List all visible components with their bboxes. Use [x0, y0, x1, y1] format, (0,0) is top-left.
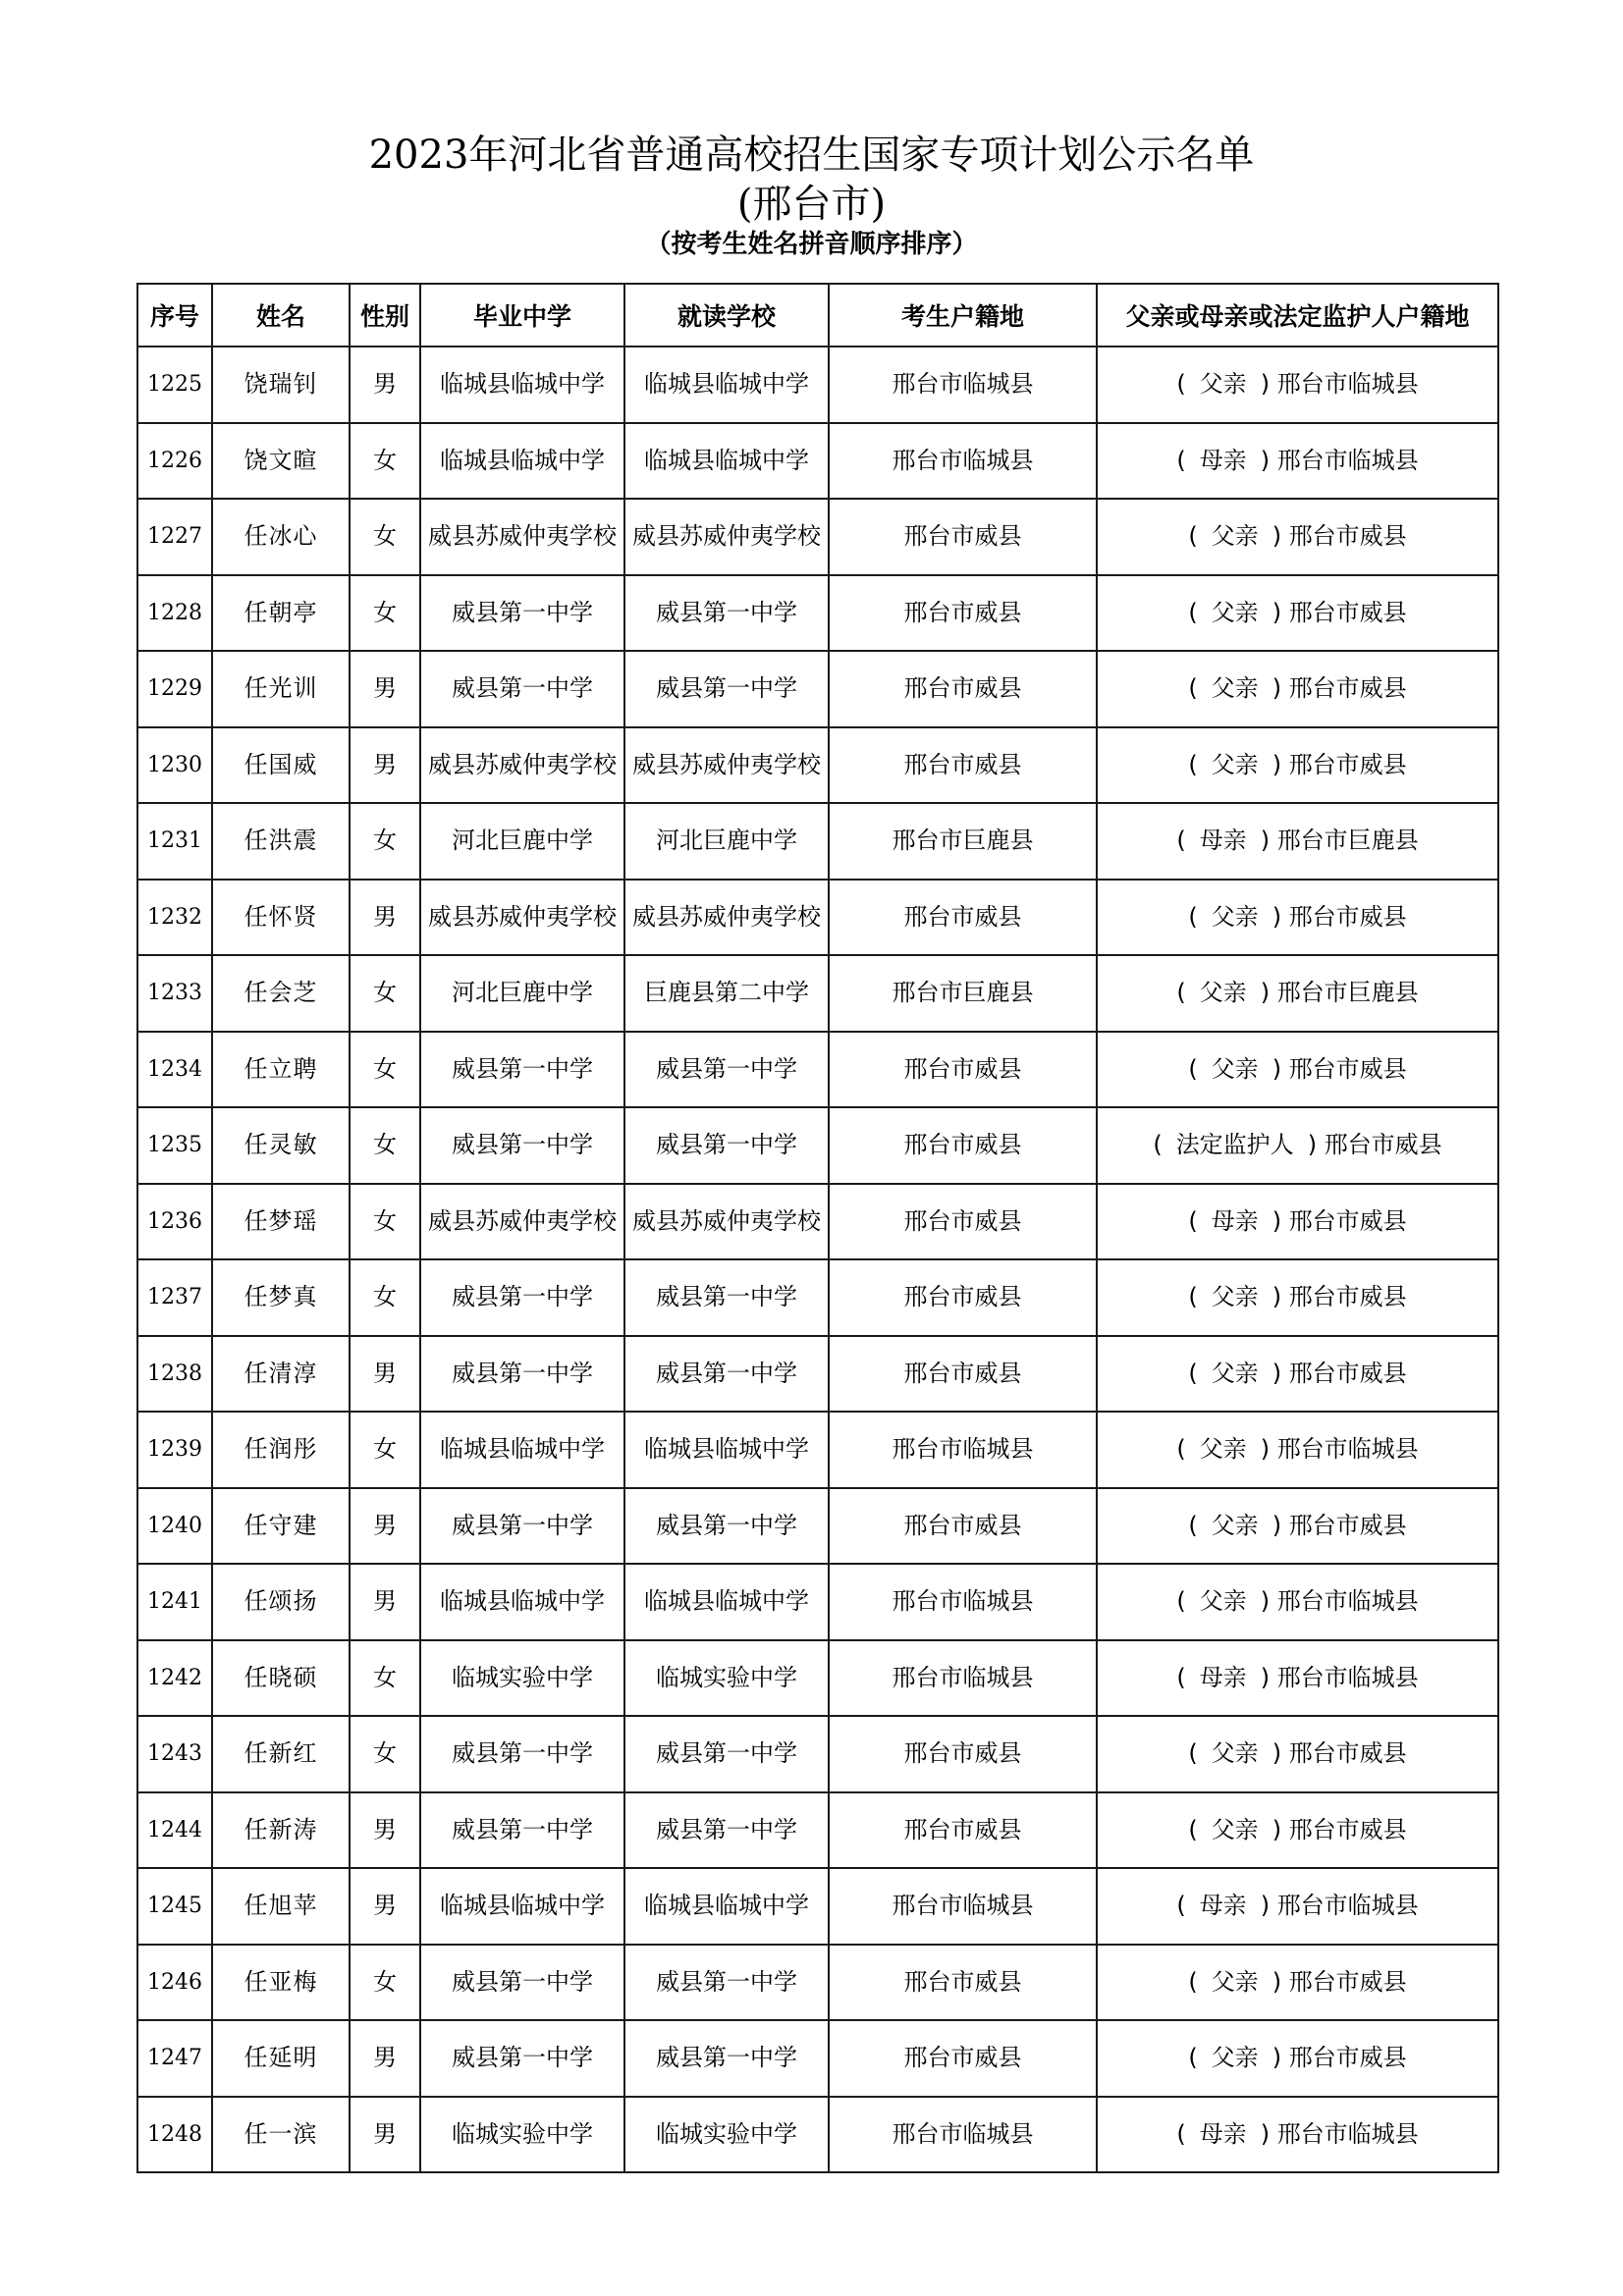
- cell-guardian-hukou: ( 父亲 ) 邢台市威县: [1097, 1336, 1498, 1413]
- cell-gender: 女: [350, 1107, 420, 1184]
- cell-student-hukou: 邢台市临城县: [829, 1868, 1097, 1945]
- guardian-hukou-place: 邢台市威县: [1288, 2044, 1407, 2072]
- table-row: [137, 1032, 1498, 1108]
- cell-name: 任清淳: [212, 1336, 350, 1413]
- cell-graduation-school: 威县第一中学: [420, 2020, 624, 2097]
- cell-student-hukou: 邢台市威县: [829, 880, 1097, 956]
- guardian-relation: 父亲: [1211, 2044, 1259, 2072]
- guardian-hukou-place: 邢台市巨鹿县: [1276, 979, 1419, 1007]
- guardian-relation: 父亲: [1211, 1511, 1259, 1539]
- cell-guardian-hukou: ( 父亲 ) 邢台市威县: [1097, 1488, 1498, 1565]
- cell-student-hukou: 邢台市威县: [829, 651, 1097, 727]
- cell-name: 饶瑞钊: [212, 347, 350, 423]
- cell-gender: 男: [350, 651, 420, 727]
- cell-student-hukou: 邢台市巨鹿县: [829, 955, 1097, 1032]
- cell-serial: 1234: [137, 1032, 212, 1108]
- cell-gender: 男: [350, 1792, 420, 1869]
- cell-gender: 男: [350, 1488, 420, 1565]
- cell-guardian-hukou: ( 父亲 ) 邢台市临城县: [1097, 347, 1498, 423]
- table-row: [137, 1640, 1498, 1717]
- cell-current-school: 临城县临城中学: [624, 347, 829, 423]
- cell-graduation-school: 威县第一中学: [420, 1336, 624, 1413]
- header-guardian-hukou: 父亲或母亲或法定监护人户籍地: [1097, 284, 1498, 347]
- table-row: [137, 1412, 1498, 1488]
- cell-student-hukou: 邢台市临城县: [829, 2097, 1097, 2173]
- cell-gender: 男: [350, 1336, 420, 1413]
- guardian-relation: 父亲: [1211, 750, 1259, 778]
- table-row: [137, 423, 1498, 500]
- cell-name: 任颂扬: [212, 1564, 350, 1640]
- cell-guardian-hukou: ( 父亲 ) 邢台市临城县: [1097, 1564, 1498, 1640]
- cell-guardian-hukou: ( 父亲 ) 邢台市威县: [1097, 1945, 1498, 2021]
- table-row: [137, 880, 1498, 956]
- cell-graduation-school: 威县苏威仲夷学校: [420, 880, 624, 956]
- cell-student-hukou: 邢台市巨鹿县: [829, 803, 1097, 880]
- cell-serial: 1241: [137, 1564, 212, 1640]
- guardian-hukou-place: 邢台市临城县: [1276, 1587, 1419, 1616]
- page-title: 2023年河北省普通高校招生国家专项计划公示名单: [368, 133, 1255, 178]
- cell-serial: 1238: [137, 1336, 212, 1413]
- cell-graduation-school: 临城实验中学: [420, 1640, 624, 1717]
- cell-graduation-school: 威县第一中学: [420, 1716, 624, 1792]
- guardian-hukou-place: 邢台市威县: [1288, 1815, 1407, 1843]
- cell-current-school: 威县第一中学: [624, 1488, 829, 1565]
- table-row: [137, 955, 1498, 1032]
- cell-current-school: 临城实验中学: [624, 1640, 829, 1717]
- table-row: [137, 803, 1498, 880]
- guardian-relation: 父亲: [1199, 979, 1247, 1007]
- table-row: [137, 1107, 1498, 1184]
- table-body: [137, 347, 1498, 2172]
- table-row: [137, 1336, 1498, 1413]
- cell-gender: 男: [350, 2097, 420, 2173]
- cell-graduation-school: 威县第一中学: [420, 1032, 624, 1108]
- guardian-hukou-place: 邢台市威县: [1288, 1283, 1407, 1311]
- cell-guardian-hukou: ( 父亲 ) 邢台市威县: [1097, 575, 1498, 652]
- cell-gender: 女: [350, 803, 420, 880]
- guardian-relation: 父亲: [1211, 1815, 1259, 1843]
- cell-gender: 女: [350, 1259, 420, 1336]
- cell-guardian-hukou: ( 父亲 ) 邢台市威县: [1097, 1792, 1498, 1869]
- cell-guardian-hukou: ( 父亲 ) 邢台市威县: [1097, 880, 1498, 956]
- cell-serial: 1247: [137, 2020, 212, 2097]
- table-row: [137, 1564, 1498, 1640]
- cell-gender: 男: [350, 2020, 420, 2097]
- table-row: [137, 1184, 1498, 1260]
- cell-name: 任晓硕: [212, 1640, 350, 1717]
- cell-serial: 1245: [137, 1868, 212, 1945]
- cell-graduation-school: 威县第一中学: [420, 651, 624, 727]
- cell-guardian-hukou: ( 法定监护人 ) 邢台市威县: [1097, 1107, 1498, 1184]
- cell-graduation-school: 威县第一中学: [420, 1792, 624, 1869]
- sort-note: （按考生姓名拼音顺序排序）: [645, 230, 978, 259]
- cell-guardian-hukou: ( 父亲 ) 邢台市临城县: [1097, 1412, 1498, 1488]
- cell-gender: 女: [350, 1184, 420, 1260]
- cell-graduation-school: 临城县临城中学: [420, 423, 624, 500]
- guardian-hukou-place: 邢台市临城县: [1276, 1892, 1419, 1920]
- cell-name: 任冰心: [212, 499, 350, 575]
- cell-serial: 1240: [137, 1488, 212, 1565]
- cell-graduation-school: 威县苏威仲夷学校: [420, 1184, 624, 1260]
- guardian-hukou-place: 邢台市威县: [1324, 1131, 1442, 1159]
- cell-current-school: 临城县临城中学: [624, 423, 829, 500]
- guardian-relation: 父亲: [1211, 1359, 1259, 1387]
- cell-graduation-school: 临城实验中学: [420, 2097, 624, 2173]
- cell-serial: 1248: [137, 2097, 212, 2173]
- cell-gender: 女: [350, 1412, 420, 1488]
- cell-gender: 女: [350, 1945, 420, 2021]
- cell-serial: 1239: [137, 1412, 212, 1488]
- guardian-relation: 父亲: [1199, 1435, 1247, 1464]
- guardian-relation: 父亲: [1211, 1054, 1259, 1083]
- cell-serial: 1236: [137, 1184, 212, 1260]
- cell-name: 任梦瑶: [212, 1184, 350, 1260]
- cell-current-school: 威县苏威仲夷学校: [624, 727, 829, 804]
- cell-student-hukou: 邢台市临城县: [829, 347, 1097, 423]
- guardian-relation: 母亲: [1199, 1892, 1247, 1920]
- cell-student-hukou: 邢台市威县: [829, 499, 1097, 575]
- cell-graduation-school: 威县第一中学: [420, 1488, 624, 1565]
- cell-student-hukou: 邢台市威县: [829, 1716, 1097, 1792]
- cell-gender: 女: [350, 1716, 420, 1792]
- cell-current-school: 威县第一中学: [624, 1792, 829, 1869]
- cell-name: 任守建: [212, 1488, 350, 1565]
- cell-name: 任一滨: [212, 2097, 350, 2173]
- cell-student-hukou: 邢台市临城县: [829, 1640, 1097, 1717]
- cell-current-school: 临城实验中学: [624, 2097, 829, 2173]
- cell-name: 任润彤: [212, 1412, 350, 1488]
- cell-name: 任灵敏: [212, 1107, 350, 1184]
- guardian-relation: 母亲: [1211, 1206, 1259, 1235]
- cell-graduation-school: 威县第一中学: [420, 575, 624, 652]
- table-row: [137, 651, 1498, 727]
- guardian-relation: 父亲: [1211, 598, 1259, 626]
- cell-name: 饶文暄: [212, 423, 350, 500]
- cell-serial: 1233: [137, 955, 212, 1032]
- guardian-hukou-place: 邢台市威县: [1288, 902, 1407, 931]
- cell-guardian-hukou: ( 父亲 ) 邢台市威县: [1097, 1259, 1498, 1336]
- guardian-hukou-place: 邢台市巨鹿县: [1276, 827, 1419, 855]
- cell-graduation-school: 临城县临城中学: [420, 1564, 624, 1640]
- guardian-hukou-place: 邢台市临城县: [1276, 370, 1419, 399]
- guardian-relation: 父亲: [1211, 1739, 1259, 1768]
- cell-serial: 1242: [137, 1640, 212, 1717]
- cell-gender: 男: [350, 1868, 420, 1945]
- cell-current-school: 威县第一中学: [624, 1716, 829, 1792]
- cell-gender: 女: [350, 499, 420, 575]
- cell-current-school: 威县第一中学: [624, 1032, 829, 1108]
- header-gender: 性别: [350, 284, 420, 347]
- cell-student-hukou: 邢台市威县: [829, 1336, 1097, 1413]
- cell-guardian-hukou: ( 父亲 ) 邢台市威县: [1097, 651, 1498, 727]
- cell-name: 任朝亭: [212, 575, 350, 652]
- table-row: [137, 1259, 1498, 1336]
- guardian-hukou-place: 邢台市临城县: [1276, 1435, 1419, 1464]
- cell-gender: 男: [350, 1564, 420, 1640]
- cell-name: 任新红: [212, 1716, 350, 1792]
- cell-gender: 女: [350, 575, 420, 652]
- guardian-hukou-place: 邢台市威县: [1288, 1054, 1407, 1083]
- cell-name: 任旭苹: [212, 1868, 350, 1945]
- guardian-hukou-place: 邢台市威县: [1288, 598, 1407, 626]
- table-row: [137, 1868, 1498, 1945]
- cell-current-school: 威县第一中学: [624, 1945, 829, 2021]
- cell-guardian-hukou: ( 母亲 ) 邢台市临城县: [1097, 423, 1498, 500]
- cell-serial: 1237: [137, 1259, 212, 1336]
- cell-serial: 1229: [137, 651, 212, 727]
- cell-graduation-school: 威县第一中学: [420, 1107, 624, 1184]
- guardian-relation: 父亲: [1199, 1587, 1247, 1616]
- cell-name: 任延明: [212, 2020, 350, 2097]
- cell-serial: 1230: [137, 727, 212, 804]
- cell-gender: 女: [350, 423, 420, 500]
- cell-student-hukou: 邢台市威县: [829, 1107, 1097, 1184]
- cell-student-hukou: 邢台市威县: [829, 575, 1097, 652]
- guardian-hukou-place: 邢台市威县: [1288, 1206, 1407, 1235]
- cell-current-school: 临城县临城中学: [624, 1868, 829, 1945]
- cell-serial: 1243: [137, 1716, 212, 1792]
- cell-student-hukou: 邢台市威县: [829, 2020, 1097, 2097]
- cell-student-hukou: 邢台市威县: [829, 727, 1097, 804]
- header-current-school: 就读学校: [624, 284, 829, 347]
- cell-guardian-hukou: ( 母亲 ) 邢台市巨鹿县: [1097, 803, 1498, 880]
- cell-guardian-hukou: ( 母亲 ) 邢台市临城县: [1097, 2097, 1498, 2173]
- cell-current-school: 威县第一中学: [624, 651, 829, 727]
- cell-serial: 1246: [137, 1945, 212, 2021]
- cell-student-hukou: 邢台市临城县: [829, 423, 1097, 500]
- cell-serial: 1232: [137, 880, 212, 956]
- cell-guardian-hukou: ( 父亲 ) 邢台市威县: [1097, 2020, 1498, 2097]
- cell-guardian-hukou: ( 母亲 ) 邢台市临城县: [1097, 1868, 1498, 1945]
- cell-current-school: 巨鹿县第二中学: [624, 955, 829, 1032]
- cell-serial: 1231: [137, 803, 212, 880]
- cell-guardian-hukou: ( 父亲 ) 邢台市威县: [1097, 1032, 1498, 1108]
- cell-name: 任怀贤: [212, 880, 350, 956]
- cell-student-hukou: 邢台市威县: [829, 1488, 1097, 1565]
- table-header-row: [137, 284, 1498, 347]
- guardian-relation: 母亲: [1199, 2119, 1247, 2148]
- cell-name: 任国威: [212, 727, 350, 804]
- cell-guardian-hukou: ( 父亲 ) 邢台市威县: [1097, 499, 1498, 575]
- cell-gender: 女: [350, 955, 420, 1032]
- cell-student-hukou: 邢台市临城县: [829, 1412, 1097, 1488]
- cell-guardian-hukou: ( 父亲 ) 邢台市巨鹿县: [1097, 955, 1498, 1032]
- cell-student-hukou: 邢台市威县: [829, 1259, 1097, 1336]
- cell-graduation-school: 威县第一中学: [420, 1945, 624, 2021]
- cell-graduation-school: 临城县临城中学: [420, 347, 624, 423]
- cell-student-hukou: 邢台市威县: [829, 1945, 1097, 2021]
- guardian-hukou-place: 邢台市威县: [1288, 1511, 1407, 1539]
- guardian-hukou-place: 邢台市威县: [1288, 522, 1407, 551]
- header-student-hukou: 考生户籍地: [829, 284, 1097, 347]
- cell-graduation-school: 河北巨鹿中学: [420, 955, 624, 1032]
- cell-current-school: 威县苏威仲夷学校: [624, 1184, 829, 1260]
- guardian-hukou-place: 邢台市威县: [1288, 1359, 1407, 1387]
- guardian-hukou-place: 邢台市威县: [1288, 674, 1407, 703]
- guardian-relation: 父亲: [1211, 1967, 1259, 1996]
- cell-name: 任会芝: [212, 955, 350, 1032]
- guardian-relation: 父亲: [1211, 1283, 1259, 1311]
- cell-serial: 1228: [137, 575, 212, 652]
- cell-current-school: 临城县临城中学: [624, 1564, 829, 1640]
- cell-current-school: 威县苏威仲夷学校: [624, 499, 829, 575]
- page-subtitle-city: (邢台市): [736, 182, 887, 227]
- guardian-hukou-place: 邢台市临城县: [1276, 446, 1419, 474]
- table-row: [137, 2097, 1498, 2173]
- cell-graduation-school: 临城县临城中学: [420, 1412, 624, 1488]
- cell-current-school: 威县苏威仲夷学校: [624, 880, 829, 956]
- cell-current-school: 威县第一中学: [624, 575, 829, 652]
- guardian-hukou-place: 邢台市临城县: [1276, 1663, 1419, 1691]
- cell-graduation-school: 河北巨鹿中学: [420, 803, 624, 880]
- cell-current-school: 威县第一中学: [624, 1107, 829, 1184]
- cell-gender: 女: [350, 1640, 420, 1717]
- cell-current-school: 威县第一中学: [624, 1259, 829, 1336]
- guardian-relation: 父亲: [1211, 902, 1259, 931]
- cell-gender: 男: [350, 727, 420, 804]
- cell-gender: 男: [350, 347, 420, 423]
- cell-serial: 1235: [137, 1107, 212, 1184]
- cell-guardian-hukou: ( 父亲 ) 邢台市威县: [1097, 727, 1498, 804]
- cell-name: 任亚梅: [212, 1945, 350, 2021]
- guardian-relation: 父亲: [1211, 522, 1259, 551]
- cell-gender: 女: [350, 1032, 420, 1108]
- cell-name: 任洪震: [212, 803, 350, 880]
- cell-student-hukou: 邢台市威县: [829, 1792, 1097, 1869]
- cell-serial: 1225: [137, 347, 212, 423]
- guardian-hukou-place: 邢台市威县: [1288, 750, 1407, 778]
- header-name: 姓名: [212, 284, 350, 347]
- cell-serial: 1244: [137, 1792, 212, 1869]
- cell-name: 任立聘: [212, 1032, 350, 1108]
- table-row: [137, 499, 1498, 575]
- cell-serial: 1226: [137, 423, 212, 500]
- table-row: [137, 1716, 1498, 1792]
- cell-current-school: 河北巨鹿中学: [624, 803, 829, 880]
- guardian-relation: 父亲: [1211, 674, 1259, 703]
- cell-current-school: 威县第一中学: [624, 1336, 829, 1413]
- cell-graduation-school: 威县第一中学: [420, 1259, 624, 1336]
- cell-student-hukou: 邢台市威县: [829, 1184, 1097, 1260]
- guardian-relation: 母亲: [1199, 446, 1247, 474]
- table-row: [137, 727, 1498, 804]
- cell-gender: 男: [350, 880, 420, 956]
- cell-graduation-school: 临城县临城中学: [420, 1868, 624, 1945]
- guardian-relation: 法定监护人: [1175, 1131, 1294, 1159]
- cell-student-hukou: 邢台市威县: [829, 1032, 1097, 1108]
- cell-graduation-school: 威县苏威仲夷学校: [420, 727, 624, 804]
- table-row: [137, 575, 1498, 652]
- guardian-hukou-place: 邢台市威县: [1288, 1739, 1407, 1768]
- cell-current-school: 临城县临城中学: [624, 1412, 829, 1488]
- guardian-hukou-place: 邢台市临城县: [1276, 2119, 1419, 2148]
- cell-guardian-hukou: ( 父亲 ) 邢台市威县: [1097, 1716, 1498, 1792]
- header-graduation-school: 毕业中学: [420, 284, 624, 347]
- cell-guardian-hukou: ( 母亲 ) 邢台市临城县: [1097, 1640, 1498, 1717]
- table-row: [137, 347, 1498, 423]
- cell-serial: 1227: [137, 499, 212, 575]
- cell-current-school: 威县第一中学: [624, 2020, 829, 2097]
- table-row: [137, 1488, 1498, 1565]
- guardian-relation: 母亲: [1199, 1663, 1247, 1691]
- cell-name: 任新涛: [212, 1792, 350, 1869]
- table-row: [137, 2020, 1498, 2097]
- guardian-relation: 母亲: [1199, 827, 1247, 855]
- roster-table: [136, 283, 1499, 2173]
- cell-student-hukou: 邢台市临城县: [829, 1564, 1097, 1640]
- cell-name: 任光训: [212, 651, 350, 727]
- cell-name: 任梦真: [212, 1259, 350, 1336]
- cell-guardian-hukou: ( 母亲 ) 邢台市威县: [1097, 1184, 1498, 1260]
- table-row: [137, 1792, 1498, 1869]
- guardian-relation: 父亲: [1199, 370, 1247, 399]
- header-serial: 序号: [137, 284, 212, 347]
- guardian-hukou-place: 邢台市威县: [1288, 1967, 1407, 1996]
- table-row: [137, 1945, 1498, 2021]
- cell-graduation-school: 威县苏威仲夷学校: [420, 499, 624, 575]
